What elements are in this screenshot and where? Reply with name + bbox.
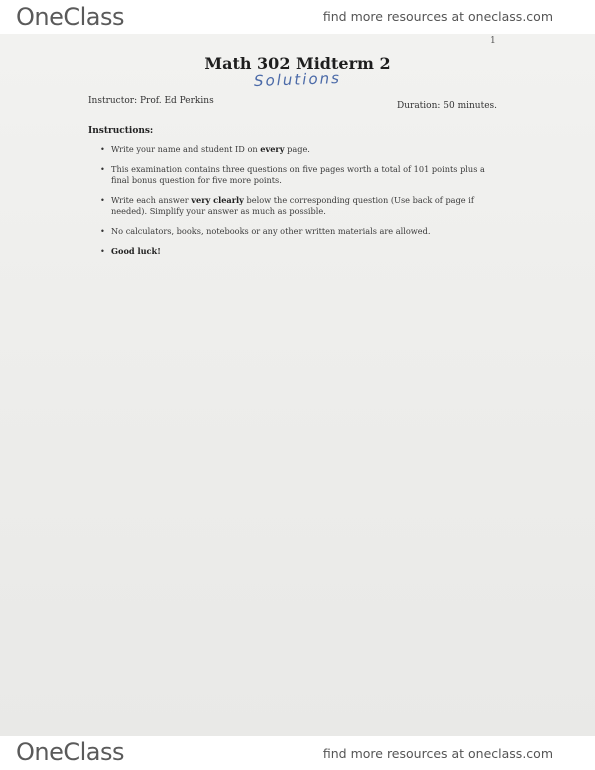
instruction-text: page. — [284, 144, 310, 154]
instructor-line: Instructor: Prof. Ed Perkins — [88, 96, 214, 106]
instruction-text: This examination contains three questions on five pages worth a total of 101 points plus a final bonus question for five more points. — [111, 164, 485, 185]
instruction-text: below the corresponding question (Use back of page if needed). Simplify your answer as much as possible. — [111, 195, 474, 216]
instruction-text: Write your name and student ID on — [111, 144, 261, 154]
top-banner — [0, 0, 595, 34]
scanned-exam-page — [0, 34, 595, 736]
duration-line: Duration: 50 minutes. — [397, 101, 498, 111]
handwritten-solutions-note: Solutions — [253, 68, 342, 90]
instruction-list — [100, 144, 500, 266]
instruction-item-name-id — [100, 144, 500, 155]
exam-title: Math 302 Midterm 2 — [204, 54, 391, 73]
instruction-item-exam-contents — [100, 164, 500, 186]
instruction-text: No calculators, books, notebooks or any other written materials are allowed. — [111, 226, 431, 236]
page-number: 1 — [490, 36, 496, 46]
instructions-heading: Instructions: — [88, 126, 154, 136]
instruction-item-good-luck — [100, 246, 500, 257]
instruction-emphasis: Good luck! — [111, 246, 161, 256]
resources-link[interactable]: find more resources at oneclass.com — [322, 746, 553, 761]
oneclass-logo[interactable]: OneClass — [16, 738, 125, 766]
instruction-item-answer-clearly — [100, 195, 500, 217]
instruction-emphasis: every — [260, 144, 285, 154]
instruction-emphasis: very clearly — [191, 195, 244, 205]
resources-link[interactable]: find more resources at oneclass.com — [322, 9, 553, 24]
instruction-text: Write each answer — [111, 195, 192, 205]
bottom-banner — [0, 736, 595, 770]
instruction-item-no-materials — [100, 226, 500, 237]
oneclass-logo[interactable]: OneClass — [16, 3, 125, 31]
